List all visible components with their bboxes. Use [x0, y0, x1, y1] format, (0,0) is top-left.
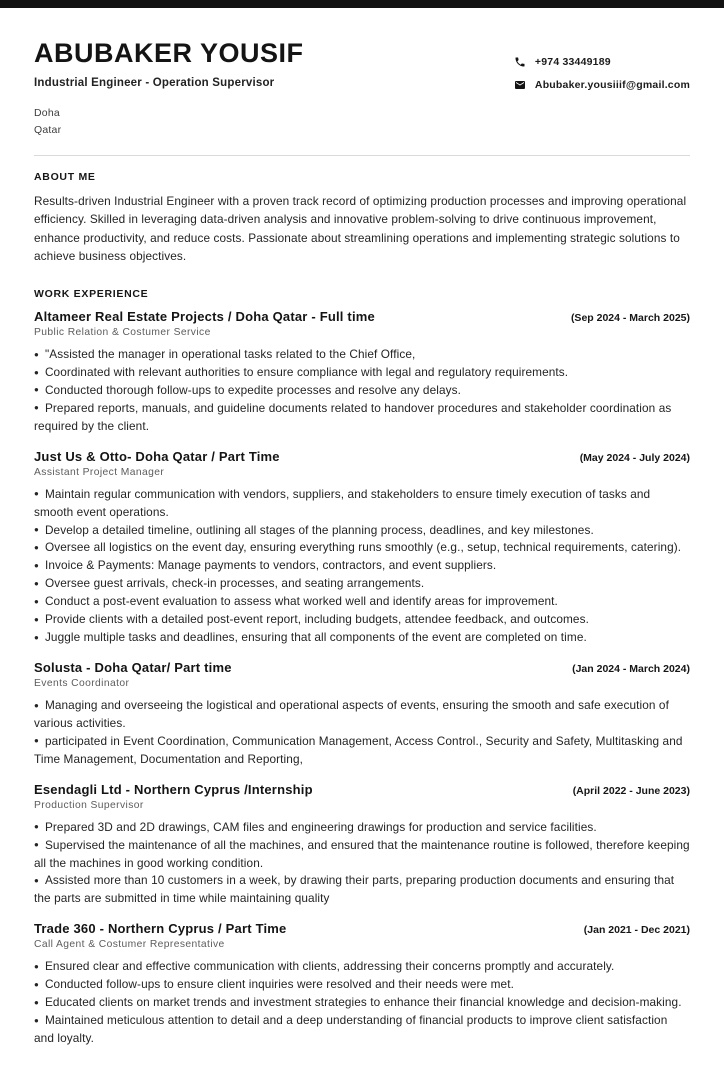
about-text: Results-driven Industrial Engineer with a proven track record of optimizing production processes and improving operational efficiency. Skilled in leveraging data-driven analysis and innovative problem-solving to drive continuous improvement, enhance productivity, and reduce costs. Passionate about streamlining operations and implementing strategic solutions to achieve business objectives.	[34, 193, 687, 264]
job-bullet: ● Supervised the maintenance of all the machines, and ensured that the maintenance routine is followed, therefore keeping all the machines in good working condition.	[34, 837, 690, 873]
job-entry	[34, 309, 690, 436]
job-role: Production Supervisor	[34, 799, 144, 811]
job-header	[34, 782, 690, 797]
job-bullets	[34, 958, 690, 1048]
job-title: Solusta - Doha Qatar/ Part time	[34, 660, 232, 675]
job-bullet: ● Conducted thorough follow-ups to expedite processes and resolve any delays.	[34, 382, 690, 400]
location-city: Doha	[34, 107, 60, 119]
job-title: Altameer Real Estate Projects / Doha Qatar - Full time	[34, 309, 375, 325]
job-bullets	[34, 346, 690, 436]
job-role: Assistant Project Manager	[34, 466, 165, 478]
job-entry	[34, 449, 690, 647]
job-entry	[34, 660, 690, 769]
contact-block	[514, 56, 690, 91]
job-dates: (Jan 2021 - Dec 2021)	[583, 924, 690, 937]
header-left	[34, 32, 304, 139]
section-divider	[34, 155, 690, 156]
job-bullet: ● Juggle multiple tasks and deadlines, ensuring that all components of the event are completed on time.	[34, 629, 690, 647]
candidate-name: ABUBAKER YOUSIF	[34, 38, 304, 68]
job-bullets	[34, 697, 690, 769]
experience-section	[34, 288, 690, 1048]
job-dates: (April 2022 - June 2023)	[572, 784, 690, 797]
job-bullet: ● Coordinated with relevant authorities to ensure compliance with legal and regulatory requirements.	[34, 364, 690, 382]
job-bullets	[34, 486, 690, 647]
job-entry	[34, 921, 690, 1048]
jobs-list	[34, 309, 690, 1048]
job-title: Trade 360 - Northern Cyprus / Part Time	[34, 921, 287, 937]
job-dates: (Jan 2024 - March 2024)	[572, 663, 690, 675]
job-bullet: ● Assisted more than 10 customers in a week, by drawing their parts, preparing production documents and ensuring that the parts are submitted in time while maintaining quality	[34, 872, 690, 908]
job-bullets	[34, 819, 690, 909]
about-heading: ABOUT ME	[34, 170, 96, 183]
job-entry	[34, 782, 690, 909]
job-header	[34, 449, 690, 464]
job-dates: (May 2024 - July 2024)	[579, 451, 690, 464]
job-bullet: ● Conducted follow-ups to ensure client inquiries were resolved and their needs were met.	[34, 976, 690, 994]
email-icon	[514, 79, 526, 91]
job-bullet: ● Prepared 3D and 2D drawings, CAM files and engineering drawings for production and service facilities.	[34, 819, 690, 837]
experience-heading: WORK EXPERIENCE	[34, 288, 149, 301]
job-bullet: ● "Assisted the manager in operational tasks related to the Chief Office,	[34, 346, 690, 364]
phone-number: +974 33449189	[534, 56, 611, 68]
job-title: Esendagli Ltd - Northern Cyprus /Internship	[34, 781, 313, 797]
job-title: Just Us & Otto- Doha Qatar / Part Time	[34, 448, 280, 464]
job-header	[34, 660, 690, 675]
header	[34, 32, 690, 139]
email-row	[514, 79, 690, 91]
job-bullet: ● Provide clients with a detailed post-event report, including budgets, attendee feedback, and outcomes.	[34, 611, 690, 629]
job-bullet: ● Conduct a post-event evaluation to assess what worked well and identify areas for improvement.	[34, 593, 690, 611]
job-bullet: ● participated in Event Coordination, Communication Management, Access Control., Security and Safety, Multitasking and Time Management, Documentation and Reporting,	[34, 733, 690, 769]
job-bullet: ● Ensured clear and effective communication with clients, addressing their concerns promptly and accurately.	[34, 958, 690, 976]
job-bullet: ● Educated clients on market trends and investment strategies to enhance their financial knowledge and decision-making.	[34, 994, 690, 1012]
job-bullet: ● Invoice & Payments: Manage payments to vendors, contractors, and event suppliers.	[34, 557, 690, 575]
job-dates: (Sep 2024 - March 2025)	[570, 312, 690, 325]
job-role: Events Coordinator	[34, 678, 130, 689]
job-bullet: ● Prepared reports, manuals, and guideline documents related to handover procedures and stakeholder coordination as required by the client.	[34, 400, 690, 436]
top-bar	[0, 0, 724, 8]
job-bullet: ● Oversee guest arrivals, check-in processes, and seating arrangements.	[34, 575, 690, 593]
job-role: Call Agent & Costumer Representative	[34, 939, 225, 951]
email-address: Abubaker.yousiiif@gmail.com	[534, 79, 690, 91]
candidate-headline: Industrial Engineer - Operation Supervisor	[34, 77, 275, 89]
job-header	[34, 309, 690, 324]
location-block	[34, 105, 304, 139]
phone-row	[514, 56, 690, 68]
job-bullet: ● Maintain regular communication with vendors, suppliers, and stakeholders to ensure timely execution of tasks and smooth event operations.	[34, 486, 690, 522]
job-role: Public Relation & Costumer Service	[34, 327, 211, 339]
location-country: Qatar	[34, 123, 62, 136]
job-header	[34, 921, 690, 936]
job-bullet: ● Develop a detailed timeline, outlining all stages of the planning process, deadlines, and key milestones.	[34, 522, 690, 540]
job-bullet: ● Oversee all logistics on the event day, ensuring everything runs smoothly (e.g., setup, technical requirements, catering).	[34, 539, 690, 557]
job-bullet: ● Managing and overseeing the logistical and operational aspects of events, ensuring the smooth and safe execution of various activities.	[34, 697, 690, 733]
job-bullet: ● Maintained meticulous attention to detail and a deep understanding of financial products to improve client satisfaction and loyalty.	[34, 1012, 690, 1048]
about-section	[34, 171, 690, 267]
phone-icon	[514, 56, 526, 68]
resume-content	[0, 8, 724, 1066]
